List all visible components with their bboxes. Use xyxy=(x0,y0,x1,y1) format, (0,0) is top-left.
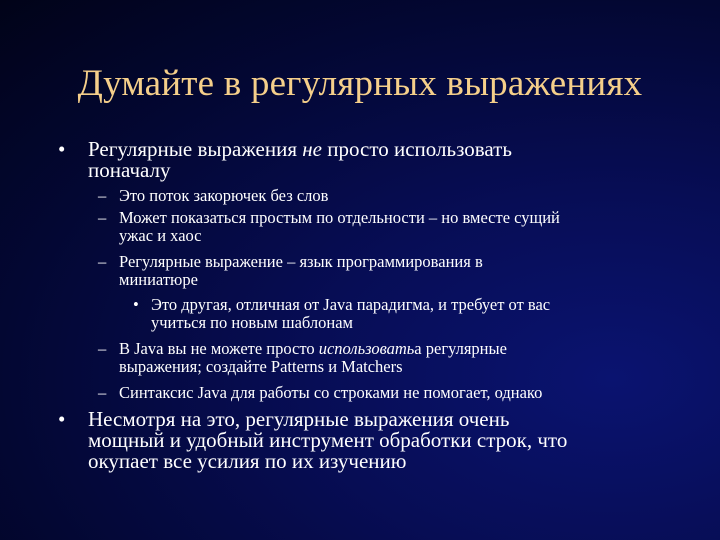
bullet-text xyxy=(88,139,678,181)
sub-text: Может показаться простым по отдельности – но вместе сущий ужас и хаос xyxy=(119,208,560,245)
bullet-line: Регулярные выражения не просто использовать xyxy=(88,137,512,161)
slide-title: Думайте в регулярных выражениях xyxy=(77,63,643,104)
bullet-marker: • xyxy=(58,137,66,161)
sub-text: В Java вы не можете просто использоватьа регулярные выражения; создайте Patterns и Matchers xyxy=(119,339,507,376)
bullet-line: поначалу xyxy=(88,158,171,182)
sub-text: Регулярные выражение – язык программирования в миниатюре xyxy=(119,252,483,289)
bullet-marker: • xyxy=(58,407,66,431)
dash-marker: – xyxy=(98,186,107,205)
dash-marker: – xyxy=(98,339,107,358)
dash-marker: – xyxy=(98,208,107,227)
bullet-marker: • xyxy=(133,295,139,314)
bullet-text: Несмотря на это, регулярные выражения очень мощный и удобный инструмент обработки строк, что окупает все усилия по их изучению xyxy=(88,407,568,473)
sub-text: Это поток закорючек без слов xyxy=(119,186,329,205)
sub-text: Синтаксис Java для работы со строками не помогает, однако xyxy=(119,383,543,402)
sub-sub-text: Это другая, отличная от Java парадигма, и требует от вас учиться по новым шаблонам xyxy=(151,295,551,332)
dash-marker: – xyxy=(98,252,107,271)
dash-marker: – xyxy=(98,383,107,402)
